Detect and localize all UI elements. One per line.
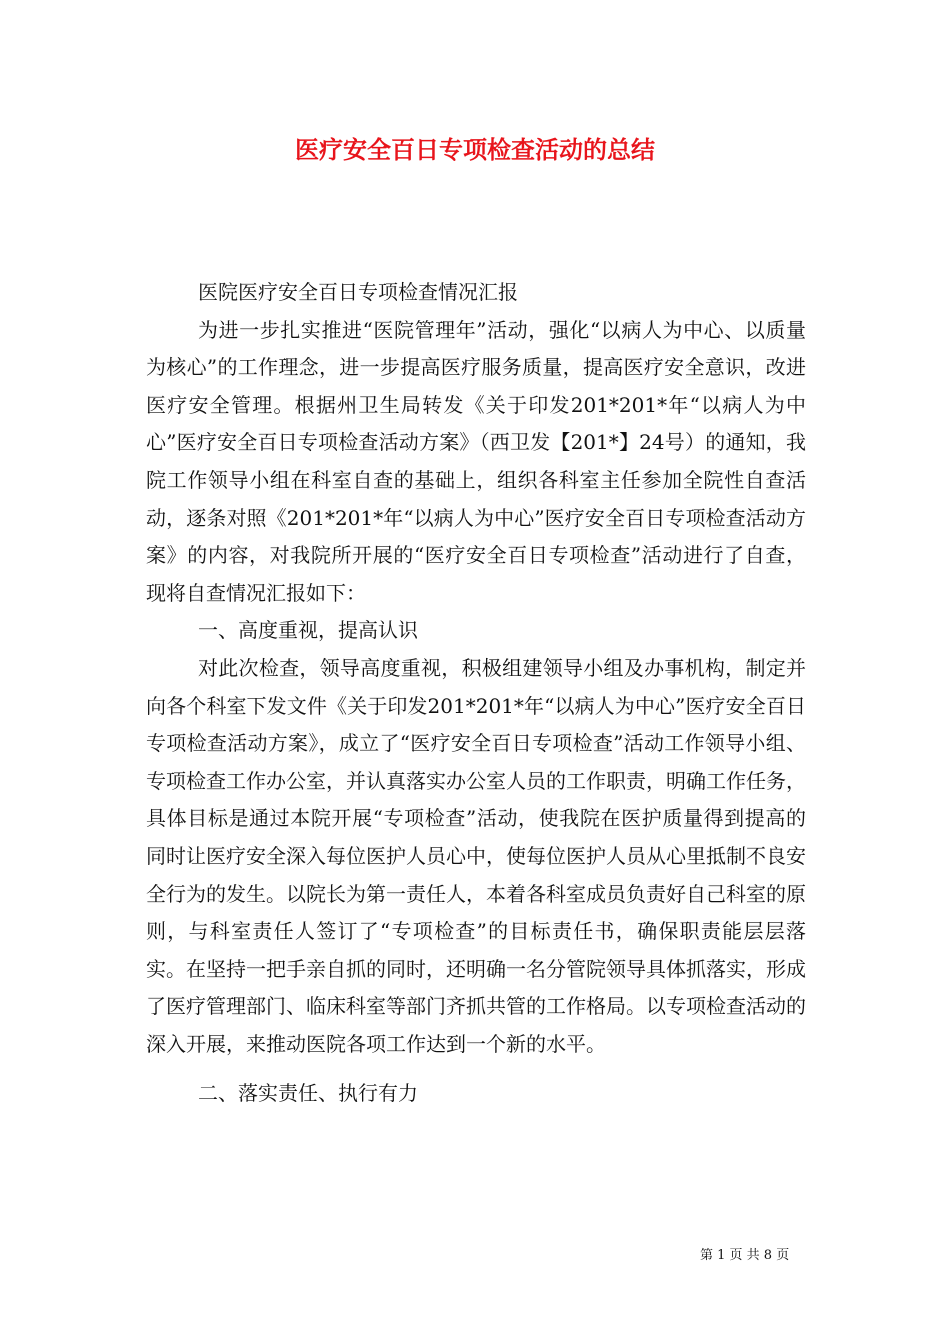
document-body xyxy=(146,274,806,1113)
section-heading-1: 一、高度重视，提高认识 xyxy=(198,618,418,643)
report-subtitle: 医院医疗安全百日专项检查情况汇报 xyxy=(198,280,518,304)
section-heading-2: 二、落实责任、执行有力 xyxy=(198,1081,418,1106)
document-title: 医疗安全百日专项检查活动的总结 xyxy=(295,136,655,164)
section-1-paragraph: 对此次检查，领导高度重视，积极组建领导小组及办事机构，制定并向各个科室下发文件《关于印发201*201*年“以病人为中心”医疗安全百日专项检查活动方案》，成立了“医疗安全百日专项检查”活动工作领导小组、专项检查工作办公室，并认真落实办公室人员的工作职责，明确工作任务，具体目标是通过本院开展“专项检查”活动，使我院在医护质量得到提高的同时让医疗安全深入每位医护人员心中，使每位医护人员从心里抵制不良安全行为的发生。以院长为第一责任人，本着各科室成员负责好自己科室的原则，与科室责任人签订了“专项检查”的目标责任书，确保职责能层层落实。在坚持一把手亲自抓的同时，还明确一名分管院领导具体抓落实，形成了医疗管理部门、临床科室等部门齐抓共管的工作格局。以专项检查活动的深入开展，来推动医院各项工作达到一个新的水平。 xyxy=(146,655,806,1056)
intro-paragraph: 为进一步扎实推进“医院管理年”活动，强化“以病人为中心、以质量为核心”的工作理念，进一步提高医疗服务质量，提高医疗安全意识，改进医疗安全管理。根据州卫生局转发《关于印发201*201*年“以病人为中心”医疗安全百日专项检查活动方案》（西卫发【201*】24号）的通知，我院工作领导小组在科室自查的基础上，组织各科室主任参加全院性自查活动，逐条对照《201*201*年“以病人为中心”医疗安全百日专项检查活动方案》的内容，对我院所开展的“医疗安全百日专项检查”活动进行了自查，现将自查情况汇报如下： xyxy=(146,317,806,605)
page-number: 第 1 页 共 8 页 xyxy=(700,1248,790,1263)
